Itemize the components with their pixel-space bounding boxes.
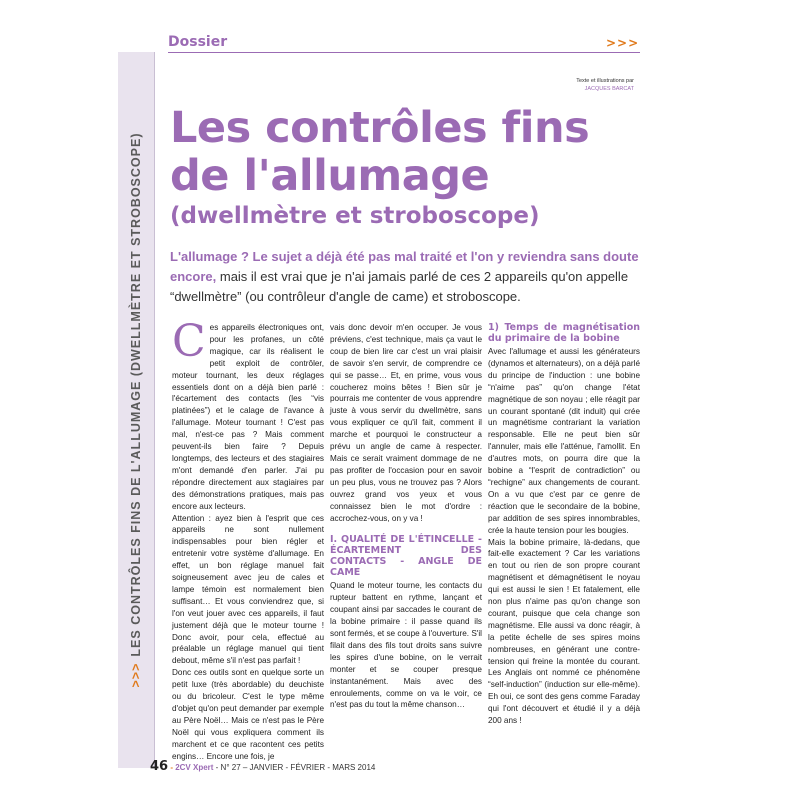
- issue-info: - N° 27 – JANVIER - FÉVRIER - MARS 2014: [213, 763, 376, 772]
- credit-author: JACQUES BARCAT: [584, 86, 634, 92]
- magazine-brand: 2CV Xpert: [175, 763, 214, 772]
- paragraph: Avec l'allumage et aussi les générateurs (dynamos et alternateurs), on a déjà parlé du principe de l'induction : une bobine “n'aime pas” qu'on change l'état magnétique de son noyau ; elle réagit par un courant spontané (dit induit) qui crée un magnétisme contrariant la variation responsable. Elle ne peut bien sûr l'annuler, mais elle l'atténue, l'amollit. En d'autres mots, on pourra dire que la bobine a “l'esprit de contradiction” ou “rechigne” aux changements de courant. On a vu que c'est par ce genre de réaction que le secondaire de la bobine, par addition de ses spires innombrables, crée la haute tension pour les bougies.: [488, 347, 641, 535]
- header-arrows: >>>: [606, 36, 640, 50]
- page-footer: [150, 759, 375, 774]
- column-1: [172, 316, 324, 763]
- paragraph: [172, 316, 324, 513]
- sidebar-title: [129, 133, 143, 688]
- author-credit: [576, 77, 634, 93]
- lead-paragraph: [170, 247, 640, 307]
- header-rule: [168, 52, 640, 53]
- subsection-heading: 1) Temps de magnétisation du primaire de la bobine: [488, 322, 640, 344]
- sidebar-text: LES CONTRÔLES FINS DE L'ALLUMAGE (DWELLMÈTRE ET STROBOSCOPE): [129, 132, 143, 657]
- column-3: [488, 322, 640, 727]
- section-label: Dossier: [168, 34, 228, 50]
- paragraph: Attention : ayez bien à l'esprit que ces appareils ne sont nullement indispensables pour bien régler et entretenir votre système d'allumage. En effet, un bon réglage manuel fait soigneusement avec jeu de cales et lampe témoin est normalement bien suffisant… Et vous conviendrez que, si l'on veut jouer avec ces appareils, il faut justement déjà que le moteur tourne ! Donc avoir, pour cela, effectué au préalable un réglage manuel qui tient debout, même s'il n'est pas parfait !: [172, 513, 324, 666]
- sidebar-arrows: >>>: [129, 662, 143, 688]
- article-title: Les contrôles fins de l'allumage: [170, 103, 590, 201]
- page-number: 46: [150, 759, 169, 774]
- paragraph: Mais la bobine primaire, là-dedans, que fait-elle exactement ? Car les variations en tout ou rien de son propre courant magnétisent et démagnétisent le noyau qui est aussi le sien ! Et fatalement, elle non plus n'aime pas qu'on change son courant, puisque que cela change son magnétisme. Elle aussi va donc réagir, à la petite échelle de ses spires moins nombreuses, en générant une contre-tension qui freine la montée du courant. Les Anglais ont nommé ce phénomène “self-induction” (induction sur elle-même). Eh oui, ce sont des gens comme Faraday qui l'ont découvert et étudié il y a déjà 200 ans !: [488, 537, 640, 726]
- paragraph: Quand le moteur tourne, les contacts du rupteur battent en rythme, lançant et coupant ainsi par saccades le courant de la bobine primaire : il passe quand ils sont fermés, et se coupe à l'ouverture. S'il filait dans des fils tout droits sans suivre les spires d'une bobine, on le verrait monter et se couper presque instantanément. Mais avec des enroulements, comme on va le voir, ce n'est pas du tout la même chanson…: [330, 581, 482, 710]
- paragraph-text: es appareils électroniques ont, pour les profanes, un côté magique, car ils réalisent le petit exploit de contrôler, moteur tournant, les deux réglages essentiels dont on a déjà bien parlé : l'écartement des contacts (les “vis platinées”) et le calage de l'avance à l'allumage. Moteur tournant ! C'est pas mal, n'est-ce pas ? Mais comment peuvent-ils bien faire ? Depuis longtemps, des lecteurs et des stagiaires m'ont demandé d'en parler. J'ai pu répondre directement aux stagiaires par des démonstrations pratiques, mais pas encore aux lecteurs.: [172, 323, 324, 511]
- article-subtitle: (dwellmètre et stroboscope): [170, 203, 540, 229]
- drop-cap: C: [172, 316, 206, 367]
- column-2: [330, 322, 482, 711]
- section-heading: I. QUALITÉ DE L'ÉTINCELLE - ÉCARTEMENT DES CONTACTS - ANGLE DE CAME: [330, 534, 482, 579]
- paragraph: vais donc devoir m'en occuper. Je vous préviens, c'est technique, mais ça vaut le coup de bien lire car c'est un vrai plaisir de savoir s'en servir, de comprendre ce qui se passe… Et, en prime, vous vous coucherez moins bêtes ! Bien sûr je pourrais me contenter de vous apprendre juste à vous servir du dwellmètre, sans vous expliquer ce qu'il fait, comment il marche et pourquoi le constructeur a prévu un angle de came à respecter. Mais ce serait vraiment dommage de ne pas profiter de l'occasion pour en savoir un peu plus, vous ne trouvez pas ? Alors ouvrez grand vos yeux et vous connaissez bien le mot d'ordre : accrochez-vous, on y va !: [330, 323, 482, 523]
- credit-label: Texte et illustrations par: [576, 78, 634, 84]
- footer-dash: -: [168, 763, 176, 772]
- lead-highlight: L'allumage ? Le sujet a déjà été pas mal traité et l'on y reviendra sans doute encore,: [170, 249, 639, 284]
- lead-rest: mais il est vrai que je n'ai jamais parlé de ces 2 appareils qu'on appelle “dwellmètre” (ou contrôleur d'angle de came) et stroboscope.: [170, 269, 629, 304]
- paragraph: Donc ces outils sont en quelque sorte un petit luxe (très abordable) du deuchiste ou du bricoleur. C'est le type même d'objet qu'on peut demander par exemple au Père Noël… Mais ce n'est pas le Père Noël qui vous expliquera comment ils marchent et ce que racontent ces petits engins… Encore une fois, je: [172, 668, 324, 761]
